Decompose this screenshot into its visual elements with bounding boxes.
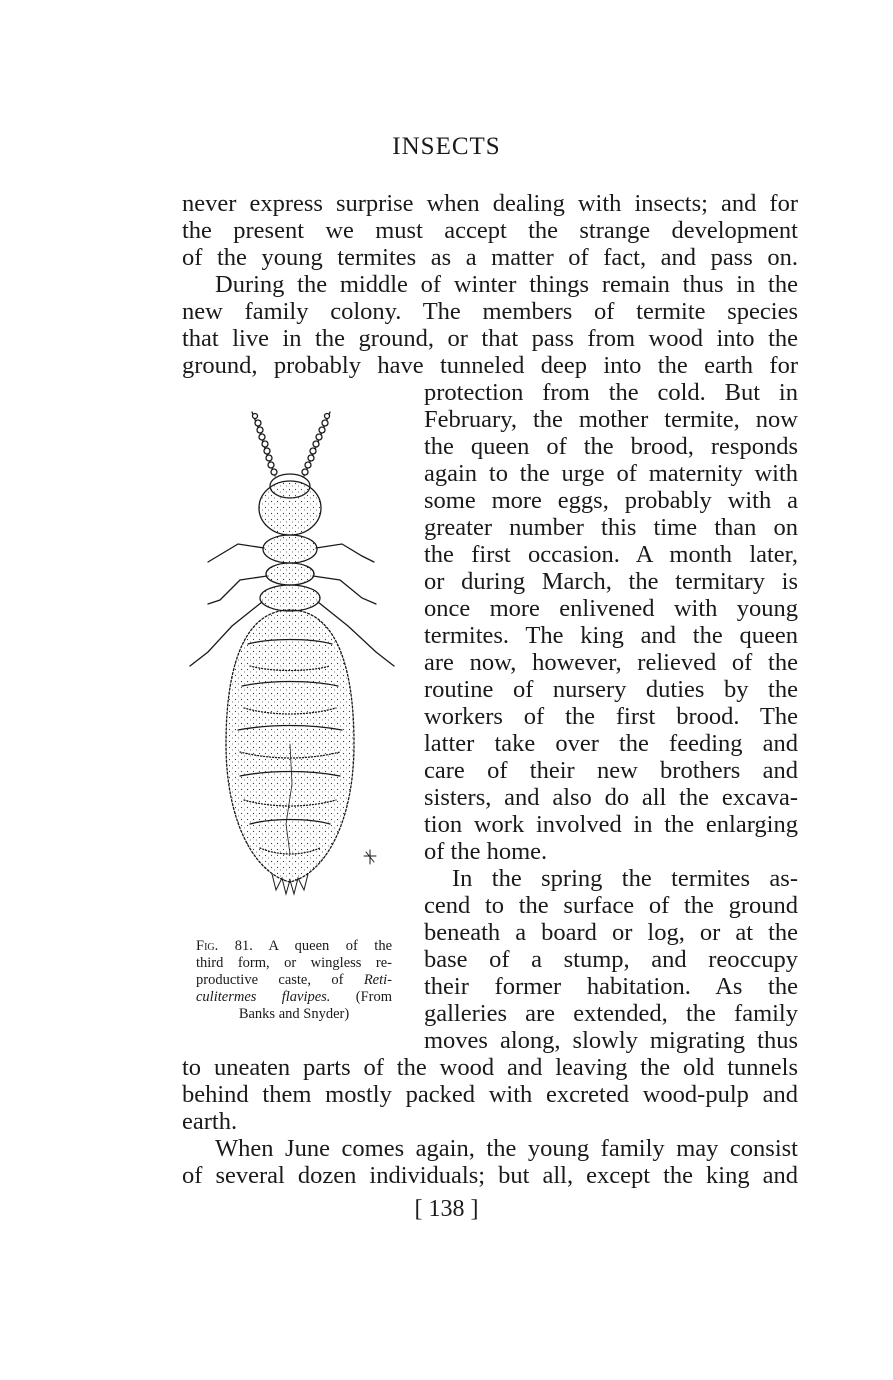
body-line: tion work involved in the enlarging [424,811,798,838]
caption-line: culitermes flavipes. (From [196,989,392,1005]
running-head: INSECTS [392,133,501,160]
body-line: of several dozen individuals; but all, except the king and [182,1162,798,1189]
body-line: to uneaten parts of the wood and leaving the old tunnels [182,1054,798,1081]
body-line: February, the mother termite, now [424,406,798,433]
body-line: the queen of the brood, responds [424,433,798,460]
body-line: sisters, and also do all the excava- [424,784,798,811]
genus-name: Reti- [363,972,392,988]
body-line: routine of nursery duties by the [424,676,798,703]
body-line: the first occasion. A month later, [424,541,798,568]
figure-caption [196,938,392,1023]
body-line: that live in the ground, or that pass from wood into the [182,325,798,352]
body-line: are now, however, relieved of the [424,649,798,676]
body-line: ground, probably have tunneled deep into the earth for [182,352,798,379]
paragraph-start-line: When June comes again, the young family may consist [215,1135,798,1162]
body-line: cend to the surface of the ground [424,892,798,919]
caption-line: productive caste, of Reti- [196,972,392,988]
body-line: never express surprise when dealing with insects; and for [182,190,798,217]
termite-queen-illustration [180,404,418,914]
species-name: culitermes flavipes. [196,989,331,1005]
body-line: workers of the first brood. The [424,703,798,730]
caption-line: Fig. 81. A queen of the [196,938,392,954]
body-line: termites. The king and the queen [424,622,798,649]
body-line: base of a stump, and reoccupy [424,946,798,973]
body-line: the present we must accept the strange development [182,217,798,244]
caption-line: Banks and Snyder) [238,1006,350,1022]
body-line: moves along, slowly migrating thus [424,1027,798,1054]
body-line: some more eggs, probably with a [424,487,798,514]
body-line: or during March, the termitary is [424,568,798,595]
body-line: earth. [182,1108,238,1135]
page-number: [ 138 ] [414,1196,479,1222]
body-line: protection from the cold. But in [424,379,798,406]
paragraph-start-line: During the middle of winter things remain thus in the [215,271,798,298]
body-line: of the young termites as a matter of fact, and pass on. [182,244,798,271]
body-line: behind them mostly packed with excreted wood-pulp and [182,1081,798,1108]
body-line: galleries are extended, the family [424,1000,798,1027]
body-line: greater number this time than on [424,514,798,541]
body-line: again to the urge of maternity with [424,460,798,487]
caption-line: third form, or wingless re- [196,955,392,971]
body-line: beneath a board or log, or at the [424,919,798,946]
body-line: of the home. [424,838,548,865]
body-line: their former habitation. As the [424,973,798,1000]
body-line: once more enlivened with young [424,595,798,622]
body-line: new family colony. The members of termite species [182,298,798,325]
figure-label: Fig. 81. [196,938,253,954]
body-line: latter take over the feeding and [424,730,798,757]
body-line: care of their new brothers and [424,757,798,784]
paragraph-start-line: In the spring the termites as- [452,865,798,892]
